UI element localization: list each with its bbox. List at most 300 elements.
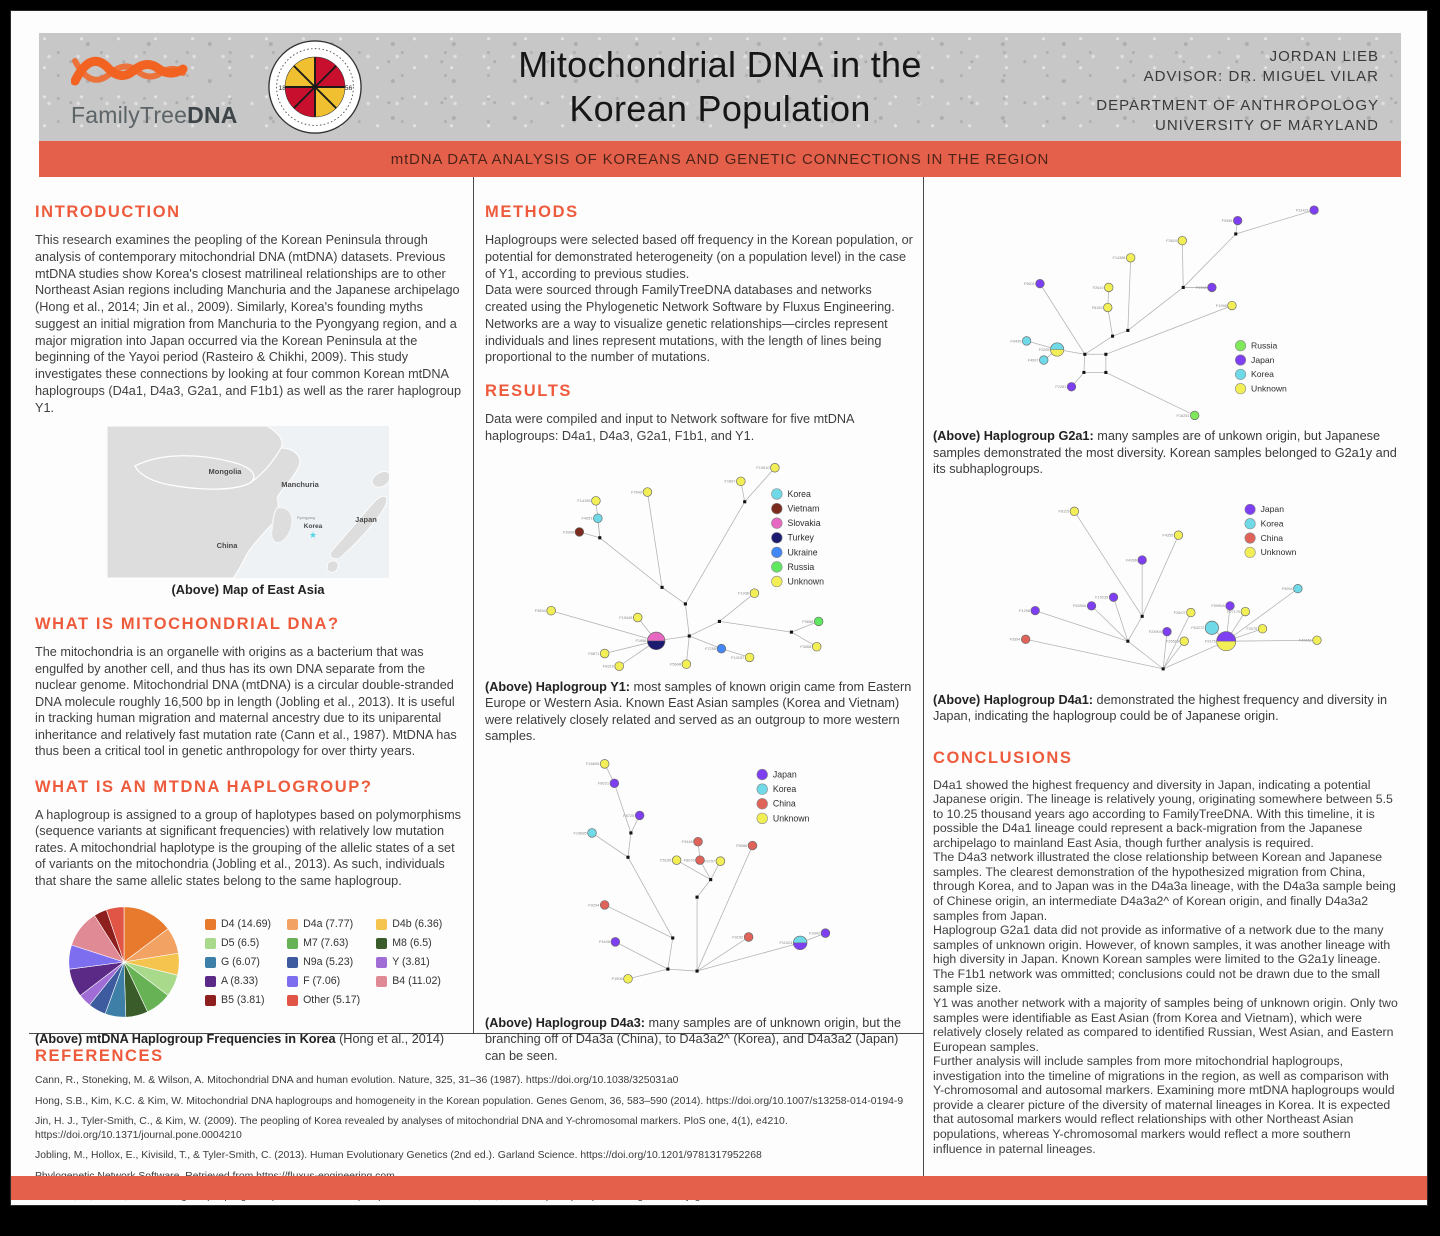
methods-text (485, 232, 913, 366)
network-edge (1040, 284, 1085, 355)
haplogroup-heading: WHAT IS AN MTDNA HAPLOGROUP? (35, 777, 373, 796)
pie-legend-item-M8 (376, 937, 442, 949)
bottom-accent-bar (11, 1176, 1427, 1200)
sample-node (1226, 601, 1235, 610)
sample-node-label: F25/07 (1173, 610, 1186, 615)
sample-node-label: F9285A (1072, 603, 1087, 608)
network-legend-label: Korea (1260, 518, 1284, 529)
sample-node-label: F3819 (1166, 238, 1178, 243)
sample-node (1190, 411, 1199, 420)
median-vector-node (1111, 335, 1114, 338)
sample-node-label: F5165 (660, 857, 672, 863)
pie-legend-swatch (376, 976, 387, 987)
pie-legend-swatch (376, 957, 387, 968)
median-vector-node (1082, 371, 1085, 374)
sample-node (1021, 634, 1030, 643)
sample-node-label: F1956 (635, 637, 647, 643)
network-edge (745, 464, 775, 501)
pie-legend-item-B5 (205, 994, 271, 1006)
network-legend-swatch-Unknown (771, 576, 782, 587)
sample-node (624, 974, 633, 983)
sample-node (615, 661, 624, 670)
sample-node (750, 588, 759, 597)
sample-node (1187, 608, 1196, 617)
sample-node (1163, 627, 1172, 636)
network-edge (719, 593, 754, 621)
sample-node (588, 828, 597, 837)
d4a3-caption-bold: (Above) Haplogroup D4a3: (485, 1015, 646, 1030)
sample-node-label: F16605 (586, 760, 600, 766)
conclusions-paragraph: The F1b1 network was ommitted; conclusions could not be drawn due to the small sample size. (933, 966, 1381, 996)
sample-node (1036, 279, 1045, 288)
network-legend-label: Unknown (1260, 546, 1297, 557)
column-divider-left (473, 177, 474, 1033)
network-legend-swatch-Korea (771, 488, 782, 499)
y1-caption (485, 679, 913, 745)
right-column (933, 177, 1401, 1156)
sample-node-label: F1298 (1019, 608, 1030, 613)
poster-header (39, 33, 1401, 141)
network-legend-swatch-Japan (1235, 355, 1246, 366)
sample-node (1067, 382, 1076, 391)
sample-node-label: F9658 (802, 618, 814, 624)
pie-legend-swatch (287, 995, 298, 1006)
sample-node-label: F9396 (1221, 218, 1233, 223)
sample-node (1087, 601, 1096, 610)
network-d4a3 (485, 755, 913, 1013)
sample-node (748, 841, 757, 850)
sample-node (682, 659, 691, 668)
results-text: Data were compiled and input to Network software for five mtDNA haplogroups: D4a1, D4a3, G2a1, F1b1, and Y1. (485, 412, 854, 443)
network-legend-swatch-Korea (1245, 518, 1256, 529)
network-legend-label: Korea (787, 488, 811, 499)
network-edge (1236, 210, 1314, 234)
pie-legend-swatch (205, 995, 216, 1006)
sample-node-label: F4396 (1126, 557, 1137, 562)
network-edge (1128, 287, 1183, 330)
network-edge (1113, 330, 1128, 336)
sample-node-label: F9998 (1195, 285, 1207, 290)
network-legend-swatch-Slovakia (771, 517, 782, 528)
seal-year-right: 56 (344, 84, 353, 92)
sample-node (1174, 530, 1183, 539)
methods-heading: METHODS (485, 203, 579, 221)
network-edge (628, 833, 631, 857)
sample-node-label: F2610 (1092, 285, 1104, 290)
sample-node-label: F14157 (731, 654, 745, 660)
sample-node (575, 527, 584, 536)
median-vector-node (626, 855, 629, 858)
pie-legend-label: G (6.07) (221, 956, 260, 969)
median-vector-node (629, 831, 632, 834)
map-japan-kyushu (327, 561, 338, 572)
map-label-korea: Korea (303, 523, 323, 531)
sample-node-label: F1607 (724, 478, 736, 484)
sample-node (1241, 607, 1250, 616)
network-edge (600, 537, 662, 587)
haplogroup-text: A haplogroup is assigned to a group of haplotypes based on polymorphisms (sequence variants at significant frequencies) with relatively low mutation rates. A mitochondrial haplotype is the grouping of the allelic states of a set of variants on the mitochondria (Jobling et al., 2013). As such, individuals that share the same allelic states belong to the same haplogroup. (35, 807, 462, 888)
mtdna-text: The mitochondria is an organelle with origins as a bacterium that was engulfed by another cell, and thus has its own DNA separate from the nuclear genome. Mitochondrial DNA (mtDNA) is a circular double-stranded DNA molecule roughly 16,500 bp in length (Jobling et al., 2013). It is useful in tracking human migration and maternal ancestry due to its uniparental inheritance and relatively fast mutation rate (Cann et al., 1987). MtDNA has thus been a critical tool in genetic anthropology for over thirty years. (35, 645, 457, 759)
sample-node (744, 932, 753, 941)
d4a1-caption (933, 692, 1401, 725)
sample-node (1313, 635, 1322, 644)
pie-legend-item-D4b (376, 918, 442, 930)
sample-node-label: F5648 (670, 661, 682, 667)
network-legend-swatch-Vietnam (771, 503, 782, 514)
sample-node-label: F4355 (1162, 533, 1174, 538)
network-legend-label: Vietnam (787, 503, 820, 514)
conclusions-paragraph: The D4a3 network illustrated the close relationship between Korean and Japanese samples. The clearest demonstration of the hypothesized migration from China, through Korea, and to Japan was in the D4a3a lineage, with the D4a3a sample being of Chinese origin, an intermediate D4a3a2^ of Korean origin, and finally D4a3a2 samples from Japan. (933, 850, 1396, 923)
sample-node (1022, 337, 1031, 346)
network-y1 (485, 453, 913, 677)
median-vector-node (671, 936, 674, 939)
median-vector-node (1126, 639, 1129, 642)
median-vector-node (1104, 353, 1107, 356)
median-vector-node (1126, 329, 1129, 332)
median-vector-node (1104, 371, 1107, 374)
network-edge (1035, 610, 1128, 641)
sample-node-label: F27179 (1227, 609, 1241, 614)
network-legend-label: China (772, 798, 796, 809)
reference-item: Jobling, M., Hollox, E., Kivisild, T., & Tyler-Smith, C. (2013). Human Evolutionary Genetics (2nd ed.). Garland Science. https://doi.org/10.1201/9781317952268 (35, 1150, 762, 1162)
university: UNIVERSITY OF MARYLAND (1155, 116, 1379, 134)
sample-node (1228, 301, 1237, 310)
sample-node (1109, 592, 1118, 601)
sample-node (1258, 624, 1267, 633)
pie-legend-item-B4 (376, 975, 442, 987)
network-edge (719, 621, 791, 632)
network-edge (685, 501, 744, 603)
sample-node-label: F9894 (534, 607, 546, 613)
network-legend-swatch-Korea (1235, 369, 1246, 380)
familytreedna-wordmark: FamilyTreeDNA (71, 102, 238, 128)
sample-node (1126, 254, 1135, 263)
median-vector-node (666, 967, 669, 970)
sample-node (745, 653, 754, 662)
sample-node-label: F26616 (1166, 639, 1179, 644)
sample-node (770, 463, 779, 472)
network-edge (1163, 631, 1167, 668)
sample-node (600, 900, 609, 909)
network-edge (685, 604, 689, 636)
network-edge (1182, 241, 1183, 288)
sample-node (716, 856, 725, 865)
sample-node-secondary (647, 641, 665, 650)
sample-node-label: F7640 (631, 489, 643, 495)
sample-node-label: F11024 (779, 939, 793, 945)
pie-legend-swatch (205, 957, 216, 968)
sample-node-label: F9175 (1204, 639, 1216, 644)
network-edge (1128, 616, 1142, 641)
sample-node-label: F19445 (619, 614, 633, 620)
network-legend-swatch-Korea (757, 783, 768, 794)
median-vector-node (598, 536, 601, 539)
sample-node (1208, 283, 1217, 292)
sample-node-label: F7255 (705, 645, 717, 651)
sample-node-label: F4051 (581, 515, 593, 521)
sample-node-label: F8076 (683, 857, 695, 863)
sample-node (1180, 636, 1189, 645)
methods-paragraph: Data were sourced through FamilyTreeDNA databases and networks created using the Phylogenetic Network Software by Fluxus Engineering. Networks are a way to visualize genetic relationships—circles represent individuals and lines represent mutations, with the length of lines being proportional to the number of mutations. (485, 283, 895, 365)
sample-node-label: F42461 (1298, 638, 1312, 643)
median-vector-node (660, 585, 663, 588)
median-vector-node (1182, 286, 1185, 289)
network-legend-label: Unknown (787, 576, 825, 587)
poster (10, 10, 1428, 1206)
network-legend-swatch-Unknown (1235, 383, 1246, 394)
median-vector-node (684, 602, 687, 605)
sample-node-label: F23904 (1148, 629, 1162, 634)
pie-legend-item-Other (287, 994, 360, 1006)
network-edge (1074, 511, 1142, 616)
sample-node (600, 759, 609, 768)
network-legend-swatch-Russia (771, 561, 782, 572)
y1-caption-rest: most samples of known origin came from Eastern Europe or Western Asia. Known East Asian samples (Korea and Vietnam) were relatively closely related and served as an outgroup to more western samples. (485, 679, 912, 744)
sample-node-label: F9294 (588, 901, 600, 907)
sample-node (672, 855, 681, 864)
sample-node-label: F1908 (611, 975, 623, 981)
reference-item: Cann, R., Stoneking, M. & Wilson, A. Mitochondrial DNA and human evolution. Nature, 325, 31–36 (1987). https://doi.org/10.1038/325031a0 (35, 1075, 679, 1086)
sample-node-label: F8153 (1091, 305, 1103, 310)
network-legend-label: Unknown (1251, 383, 1287, 394)
network-edge (668, 938, 673, 969)
median-vector-node (695, 895, 698, 898)
network-edge (628, 857, 673, 938)
pie-legend-label: Y (3.81) (392, 956, 430, 969)
east-asia-map (107, 426, 389, 578)
sample-node (1233, 216, 1242, 225)
sample-node (593, 514, 602, 523)
median-vector-node (709, 878, 712, 881)
pie-legend-label: F (7.06) (303, 975, 341, 988)
sample-node-label: F3448 (681, 838, 693, 844)
sample-node (1178, 236, 1187, 245)
pie-legend-label: B4 (11.02) (392, 975, 441, 988)
map-label-manchuria: Manchuria (281, 480, 319, 490)
sample-node (696, 855, 705, 864)
network-edge (647, 492, 662, 587)
median-vector-node (718, 620, 721, 623)
network-edge (697, 879, 711, 897)
poster-credits (1096, 47, 1379, 136)
pie-legend-label: B5 (3.81) (221, 994, 265, 1007)
pie-legend-swatch (287, 919, 298, 930)
median-vector-node (1141, 614, 1144, 617)
sample-node-label: F3999 (563, 528, 575, 534)
sample-node-label: F19685 (573, 829, 587, 835)
sample-node-label: F2205 (1038, 347, 1050, 352)
pie-legend-label: D4b (6.36) (392, 918, 443, 931)
network-legend-swatch-Unknown (1245, 547, 1256, 558)
mtdna-heading: WHAT IS MITOCHONDRIAL DNA? (35, 615, 340, 634)
network-legend-swatch-Japan (757, 769, 768, 780)
pie-legend-swatch (376, 919, 387, 930)
sample-node (736, 477, 745, 486)
network-g2a1 (933, 189, 1401, 426)
subtitle-banner (39, 141, 1401, 177)
sample-node-label: F9990A (1211, 603, 1225, 608)
reference-item: Jin, H. J., Tyler-Smith, C., & Kim, W. (2009). The peopling of Korea revealed by analyses of mitochondrial DNA and Y-chromosomal markers. PloS one, 4(1), e4210. https://doi.org/10.1371/journal.pone.0004210 (35, 1116, 788, 1141)
pie-caption-bold: (Above) mtDNA Haplogroup Frequencies in Korea (35, 1032, 336, 1047)
sample-node-secondary (793, 943, 807, 950)
subtitle-banner-text: mtDNA DATA ANALYSIS OF KOREANS AND GENETIC CONNECTIONS IN THE REGION (390, 150, 1050, 168)
pie-legend-item-N9a (287, 956, 360, 968)
map-star-icon: ★ (308, 530, 318, 541)
sample-node-label: F9797 (704, 858, 716, 864)
sample-node (1031, 606, 1040, 615)
sample-node-label: F9435 (1010, 339, 1022, 344)
network-legend-label: China (1260, 532, 1284, 543)
d4a3-caption-rest: many samples are of unknown origin, but the branching off of D4a3a (China), to D4a3a2^ (Korea), and D4a3a2 (Japan) can be seen. (485, 1015, 902, 1063)
references-heading: REFERENCES (35, 1047, 164, 1065)
pie-legend-label: D5 (6.5) (221, 937, 260, 950)
map-label-mongolia: Mongolia (208, 467, 242, 477)
pie-legend-swatch (287, 957, 298, 968)
results-heading: RESULTS (485, 382, 572, 401)
pie-legend-item-D4a (287, 918, 360, 930)
sample-node-label: F14386 (1112, 256, 1126, 261)
department: DEPARTMENT OF ANTHROPOLOGY (1096, 96, 1379, 114)
sample-node-label: F16251 (1176, 413, 1190, 418)
pie-legend-item-G (205, 956, 271, 968)
network-edge (592, 833, 628, 857)
sample-node-label: F8725 (623, 812, 635, 818)
sample-node (643, 487, 652, 496)
pie-legend-item-D5 (205, 937, 271, 949)
column-divider-right (923, 177, 924, 1191)
network-edge (1142, 535, 1178, 616)
g2a1-caption-rest: many samples are of unkown origin, but Japanese samples demonstrated the most diversity. Korean samples belonged to G2a1y and its subhaplogroups. (933, 429, 1397, 476)
sample-node (1039, 356, 1048, 365)
conclusions-paragraph: Further analysis will include samples from more mitochondrial haplogroups, investigation into the timeline of migrations in the region, as well as comparison with Y-chromosomal and autosomal markers. Examining more mtDNA haplogroups would provide a clearer picture of the diversity of maternal lineages in Korea. It is expected that autosomal markers would reflect relationships with other Northeast Asian populations, whereas Y-chromosomal markers would reflect a more southern influence in paternal lineages. (933, 1054, 1395, 1156)
sample-node-label: F3394 (1009, 637, 1021, 642)
middle-column (485, 177, 913, 1064)
conclusions-text (933, 778, 1401, 1157)
pie-legend-label: M8 (6.5) (392, 937, 432, 950)
sample-node-label: F1936 (738, 590, 750, 596)
pie-legend-label: A (8.33) (221, 975, 259, 988)
pie-caption-rest: (Hong et al., 2014) (335, 1032, 445, 1047)
sample-node (1103, 303, 1112, 312)
network-edge (1084, 354, 1085, 372)
sample-node (600, 649, 609, 658)
sample-node-label: F4448 (598, 938, 610, 944)
sample-node-label: F4997 (1027, 358, 1039, 363)
network-legend-label: Unknown (772, 812, 810, 823)
network-legend-swatch-Russia (1235, 340, 1246, 351)
sample-node (1070, 506, 1079, 515)
network-legend-label: Korea (772, 783, 797, 794)
network-edge (615, 942, 668, 969)
network-edge (1183, 234, 1236, 287)
map-label-pyongyang: Pyongyang (297, 516, 315, 521)
pie-legend-swatch (205, 938, 216, 949)
network-edge (1085, 336, 1113, 354)
pie-legend-label: N9a (5.23) (303, 956, 354, 969)
sample-node-label: F13910 (756, 464, 770, 470)
pie-legend-item-F (287, 975, 360, 987)
median-vector-node (695, 969, 698, 972)
pie-legend-label: M7 (7.63) (303, 937, 349, 950)
network-legend-label: Ukraine (787, 546, 818, 557)
network-legend-swatch-Ukraine (771, 547, 782, 558)
median-vector-node (688, 634, 691, 637)
sample-node (694, 837, 703, 846)
sample-node-label: F31421 (1295, 208, 1309, 213)
median-vector-node (743, 500, 746, 503)
network-d4a1 (933, 494, 1401, 690)
network-edge (1026, 639, 1164, 669)
conclusions-paragraph: D4a1 showed the highest frequency and diversity in Japan, indicating a potential Japanese origin. The lineage is relatively young, originating somewhere between 5.5 to 10.25 thousand years ago according to FamilyTreeDNA. With this timeline, it is possible the D4a1 lineage could represent a back-migration from the Japanese archipelago to mainland East Asia, though further analysis is required. (933, 777, 1393, 850)
conclusions-heading: CONCLUSIONS (933, 748, 1073, 767)
pie-legend-item-M7 (287, 937, 360, 949)
g2a1-caption-bold: (Above) Haplogroup G2a1: (933, 429, 1094, 443)
pie-legend-label: D4a (7.77) (303, 918, 354, 931)
g2a1-caption (933, 428, 1401, 478)
sample-node-label: F2075 (1246, 626, 1258, 631)
left-column (35, 177, 461, 1048)
pie-legend-swatch (205, 976, 216, 987)
network-legend-label: Japan (1260, 503, 1284, 514)
network-legend-label: Slovakia (787, 517, 821, 528)
map-label-japan: Japan (355, 515, 377, 525)
network-legend-label: Korea (1251, 369, 1274, 380)
sample-node-label: F9152 (732, 934, 744, 940)
sample-node-label: F9601 (1023, 281, 1035, 286)
y1-caption-bold: (Above) Haplogroup Y1: (485, 679, 630, 694)
network-edge (1163, 641, 1226, 669)
network-legend-swatch-Japan (1245, 504, 1256, 515)
sample-node-label: F3342 (809, 930, 821, 936)
reference-item: Hong, S.B., Kim, K.C. & Kim, W. Mitochondrial DNA haplogroups and homogeneity in the Korean population. Genes Genom, 36, 583–590 (2014). https://doi.org/10.1007/s13258-014-0194-9 (35, 1095, 904, 1107)
pie-legend-swatch (287, 976, 298, 987)
introduction-text: This research examines the peopling of the Korean Peninsula through analysis of contemporary mitochondrial DNA (mtDNA) datasets. Previous mtDNA studies show Korea's closest matrilineal relationships are to other Northeast Asian regions including Manchuria and the Japanese archipelago (Hong et al., 2014; Jin et al., 2009). Similarly, Korea's founding myths suggest an initial migration from Manchuria to the Pyongyang region, and a major migration into Japan occurred via the Korean Peninsula at the beginning of the Yayoi period (Rasteiro & Chikhi, 2009). This study investigates these connections by looking at four common Korean mtDNA haplogroups (D4a1, D4a3, G2a1, and F1b1) as well as the rarer haplogroup Y1. (35, 233, 461, 415)
network-edge (668, 969, 697, 971)
conclusions-paragraph: Haplogroup G2a1 data did not provide as informative of a network due to the many samples of unknown origin. However, of known samples, it was another lineage with high diversity in Japan. Known Korean samples were limited to the G2a1y lineage. (933, 923, 1391, 967)
introduction-heading: INTRODUCTION (35, 203, 181, 221)
network-legend-label: Russia (1251, 340, 1278, 351)
network-legend-label: Turkey (787, 532, 814, 543)
pie-legend-swatch (205, 919, 216, 930)
sample-node-label: F9094 (1281, 586, 1293, 591)
poster-title-line1: Mitochondrial DNA in the (518, 44, 922, 85)
network-edge (605, 905, 673, 938)
network-edge (1128, 258, 1131, 331)
sample-node (1138, 555, 1147, 564)
pie-legend-item-Y (376, 956, 442, 968)
sample-node (821, 928, 830, 937)
d4a1-caption-bold: (Above) Haplogroup D4a1: (933, 692, 1094, 707)
sample-node (1294, 584, 1303, 593)
median-vector-node (1083, 353, 1086, 356)
pie-legend-label: Other (5.17) (303, 994, 361, 1007)
pie-legend-swatch (376, 938, 387, 949)
seal-year-left: 18 (278, 84, 287, 92)
sample-node (1104, 283, 1113, 292)
pie-legend (205, 918, 442, 1006)
sample-node-label: F3068 (800, 643, 812, 649)
sample-node (814, 617, 823, 626)
network-legend-label: Japan (1251, 354, 1275, 365)
network-edge (662, 587, 685, 604)
sample-node-label: F8115 (1058, 509, 1070, 514)
network-legend-swatch-Unknown (757, 813, 768, 824)
network-legend-swatch-Turkey (771, 532, 782, 543)
sample-node (717, 644, 726, 653)
sample-node-label: F63272 (1191, 625, 1205, 630)
sample-node (1205, 621, 1218, 634)
network-edge (614, 783, 631, 833)
